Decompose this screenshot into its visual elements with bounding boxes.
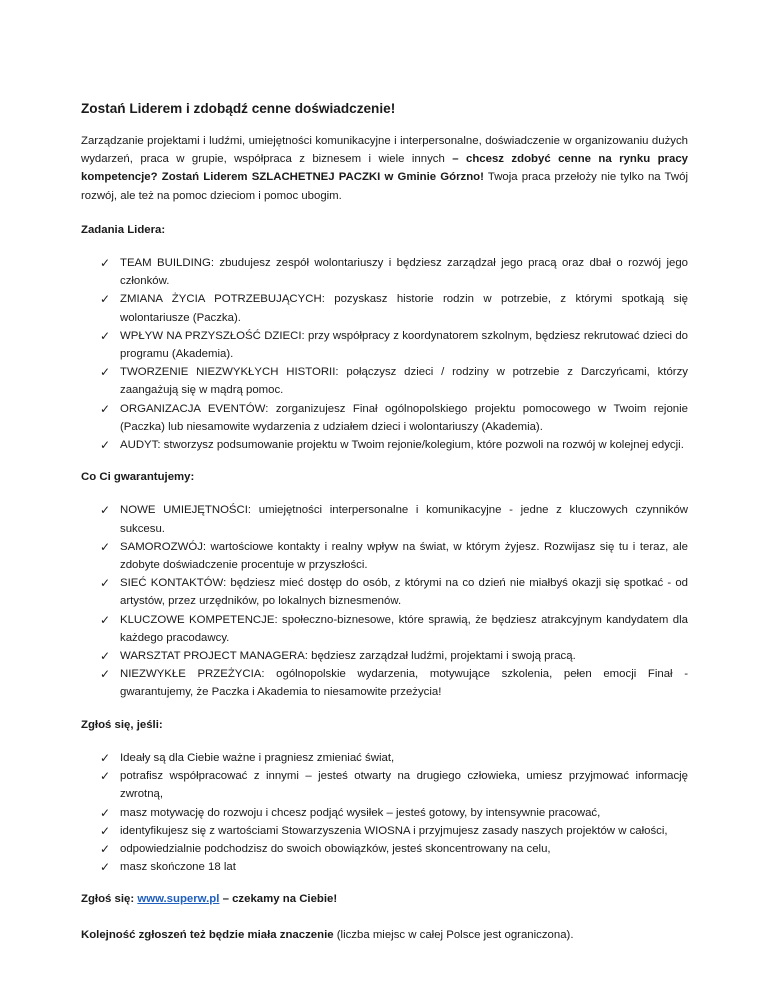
list-item-text: TEAM BUILDING: zbudujesz zespół wolontariuszy i będziesz zarządzał jego pracą oraz dbał o rozwój jego członków.: [120, 257, 688, 288]
list-item-text: odpowiedzialnie podchodzisz do swoich obowiązków, jesteś skoncentrowany na celu,: [120, 842, 551, 855]
document-content: [81, 100, 688, 944]
list-item: [81, 840, 688, 858]
order-note-text: (liczba miejsc w całej Polsce jest ograniczona).: [333, 928, 574, 941]
list-item-text: SIEĆ KONTAKTÓW: będziesz mieć dostęp do osób, z którymi na co dzień nie miałbyś okazji się spotkać - od artystów, przez urzędników, po lokalnych biznesmenów.: [120, 577, 688, 608]
list-item-text: masz motywację do rozwoju i chcesz podjąć wysiłek – jesteś gotowy, by intensywnie pracować,: [120, 806, 601, 819]
list-item: [81, 436, 688, 454]
list-item: [81, 363, 688, 399]
check-icon: ✓: [100, 649, 111, 664]
tasks-list: [81, 254, 688, 454]
list-item-text: AUDYT: stworzysz podsumowanie projektu w Twoim rejonie/kolegium, które pozwoli na rozwój w kolejnej edycji.: [120, 439, 684, 452]
list-item-text: potrafisz współpracować z innymi – jesteś otwarty na drugiego człowieka, umiesz przyjmować informację zwrotną,: [120, 770, 688, 801]
check-icon: ✓: [100, 805, 111, 820]
intro-paragraph: [81, 132, 688, 205]
list-item-text: WPŁYW NA PRZYSZŁOŚĆ DZIECI: przy współpracy z koordynatorem szkolnym, będziesz rekrutować dzieci do programu (Akademia).: [120, 329, 688, 361]
list-item: [81, 290, 688, 326]
check-icon: ✓: [100, 860, 111, 875]
list-item: [81, 647, 688, 665]
requirements-list: [81, 749, 688, 876]
intro-text-2: Twoja praca przełoży nie tylko na Twój rozwój, ale też na pomoc dzieciom i pomoc ubogim.: [81, 171, 688, 202]
order-note: [81, 926, 688, 944]
list-item: [81, 749, 688, 767]
order-note-bold: Kolejność zgłoszeń też będzie miała znaczenie: [81, 928, 334, 941]
check-icon: ✓: [100, 401, 111, 416]
list-item: [81, 538, 688, 574]
check-icon: ✓: [100, 539, 111, 554]
check-icon: ✓: [100, 328, 111, 343]
list-item-text: Ideały są dla Ciebie ważne i pragniesz zmieniać świat,: [120, 751, 395, 764]
requirements-heading: Zgłoś się, jeśli:: [81, 718, 163, 731]
list-item: [81, 804, 688, 822]
intro-bold-text: – chcesz zdobyć cenne na rynku pracy kompetencje? Zostań Liderem SZLACHETNEJ PACZKI w Gminie Górzno!: [81, 153, 688, 184]
check-icon: ✓: [100, 576, 111, 591]
list-item: [81, 611, 688, 647]
check-icon: ✓: [100, 503, 111, 518]
list-item-text: masz skończone 18 lat: [120, 861, 236, 874]
list-item-text: NOWE UMIEJĘTNOŚCI: umiejętności interpersonalne i komunikacyjne - jedne z kluczowych czynników sukcesu.: [120, 504, 688, 535]
list-item: [81, 501, 688, 537]
superw-link[interactable]: www.superw.pl: [137, 893, 220, 906]
check-icon: ✓: [100, 823, 111, 838]
check-icon: ✓: [100, 438, 111, 453]
list-item-text: TWORZENIE NIEZWYKŁYCH HISTORII: połączysz dzieci / rodziny w potrzebie z Darczyńcami, którzy zaangażują się w mądrą pomoc.: [120, 366, 688, 397]
list-item-text: WARSZTAT PROJECT MANAGERA: będziesz zarządzał ludźmi, projektami i swoją pracą.: [120, 650, 576, 663]
check-icon: ✓: [100, 667, 111, 682]
list-item: [81, 327, 688, 363]
list-item-text: NIEZWYKŁE PRZEŻYCIA: ogólnopolskie wydarzenia, motywujące szkolenia, pełen emocji Finał - gwarantujemy, że Paczka i Akademia to niesamowite przeżycia!: [120, 668, 688, 699]
list-item: [81, 822, 688, 840]
apply-prefix: Zgłoś się:: [81, 893, 138, 906]
intro-text-1: Zarządzanie projektami i ludźmi, umiejętności komunikacyjne i interpersonalne, doświadczenie w organizowaniu dużych wydarzeń, praca w grupie, współpraca z biznesem i wiele innych: [81, 135, 688, 166]
page-title: Zostań Liderem i zdobądź cenne doświadczenie!: [81, 101, 396, 116]
list-item-text: SAMOROZWÓJ: wartościowe kontakty i realny wpływ na świat, w którym żyjesz. Rozwijasz się tu i teraz, ale zdobyte doświadczenie procentuje w przyszłości.: [120, 540, 688, 572]
list-item-text: identyfikujesz się z wartościami Stowarzyszenia WIOSNA i przyjmujesz zasady naszych projektów w całości,: [120, 824, 668, 837]
check-icon: ✓: [100, 256, 111, 271]
list-item-text: ORGANIZACJA EVENTÓW: zorganizujesz Finał ogólnopolskiego projektu pomocowego w Twoim rejonie (Paczka) lub niesamowite wydarzenia z udziałem dzieci i wolontariuszy (Akademia).: [120, 402, 688, 433]
list-item: [81, 858, 688, 876]
check-icon: ✓: [100, 769, 111, 784]
guarantees-heading: Co Ci gwarantujemy:: [81, 471, 195, 484]
check-icon: ✓: [100, 750, 111, 765]
list-item: [81, 665, 688, 701]
list-item: [81, 574, 688, 610]
list-item: [81, 767, 688, 803]
list-item-text: ZMIANA ŻYCIA POTRZEBUJĄCYCH: pozyskasz historie rodzin w potrzebie, z którymi spotkają się wolontariusze (Paczka).: [120, 293, 688, 324]
tasks-heading: Zadania Lidera:: [81, 223, 166, 236]
check-icon: ✓: [100, 841, 111, 856]
list-item: [81, 254, 688, 290]
check-icon: ✓: [100, 292, 111, 307]
apply-suffix: – czekamy na Ciebie!: [219, 893, 338, 906]
check-icon: ✓: [100, 365, 111, 380]
check-icon: ✓: [100, 612, 111, 627]
list-item-text: KLUCZOWE KOMPETENCJE: społeczno-biznesowe, które sprawią, że będziesz atrakcyjnym kandydatem dla każdego pracodawcy.: [120, 613, 688, 644]
apply-line: [81, 890, 688, 908]
list-item: [81, 400, 688, 436]
guarantees-list: [81, 501, 688, 701]
